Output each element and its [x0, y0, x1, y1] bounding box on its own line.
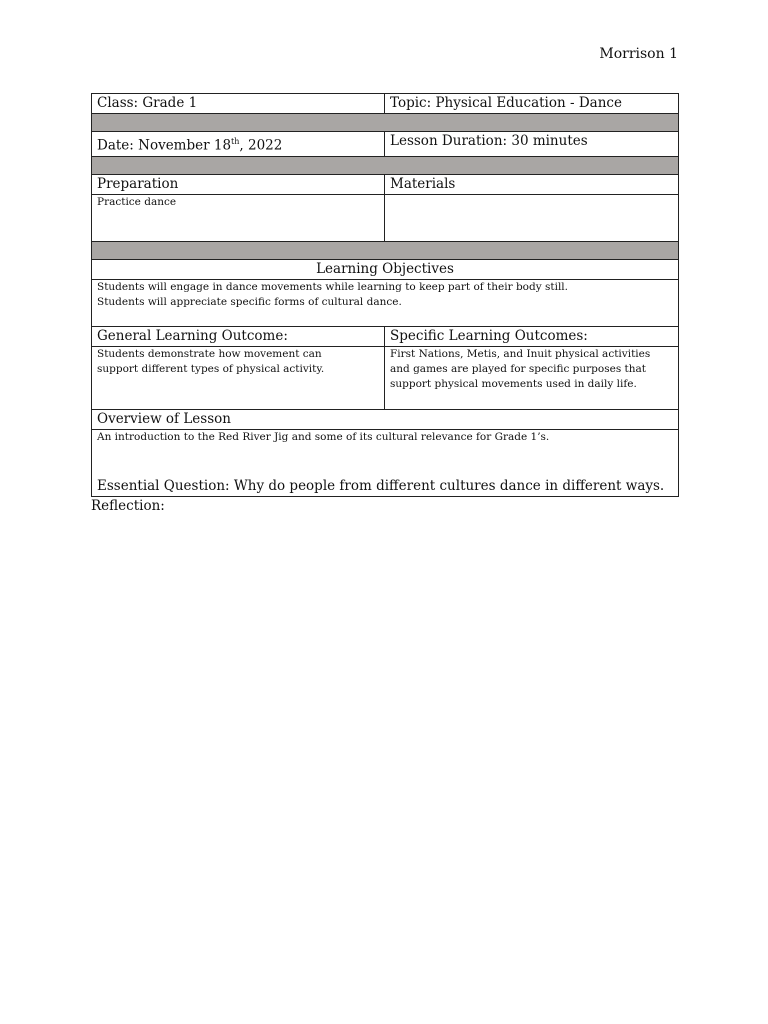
class-cell: Class: Grade 1	[92, 94, 385, 114]
divider-cell	[92, 114, 679, 132]
general-outcome-body	[92, 346, 385, 409]
divider-row	[92, 156, 679, 174]
specific-outcome-heading: Specific Learning Outcomes:	[385, 326, 679, 346]
learning-objectives-body	[92, 279, 679, 326]
date-superscript: th	[231, 137, 240, 146]
materials-heading: Materials	[385, 174, 679, 194]
prep-materials-heading-row	[92, 174, 679, 194]
specific-outcome-line: First Nations, Metis, and Inuit physical activities	[390, 347, 651, 360]
overview-heading: Overview of Lesson	[92, 409, 679, 429]
lesson-plan-table	[91, 93, 679, 497]
preparation-body: Practice dance	[92, 194, 385, 241]
reflection-label: Reflection:	[91, 498, 165, 514]
learning-objectives-heading: Learning Objectives	[92, 259, 679, 279]
outcomes-body-row	[92, 346, 679, 409]
overview-body-row	[92, 429, 679, 496]
divider-cell	[92, 156, 679, 174]
page-header-label: Morrison 1	[599, 46, 678, 62]
duration-cell: Lesson Duration: 30 minutes	[385, 132, 679, 157]
date-duration-row	[92, 132, 679, 157]
date-suffix: , 2022	[239, 137, 283, 154]
specific-outcome-line: and games are played for specific purposes that	[390, 362, 647, 375]
general-outcome-heading: General Learning Outcome:	[92, 326, 385, 346]
date-cell	[92, 132, 385, 157]
topic-cell: Topic: Physical Education - Dance	[385, 94, 679, 114]
date-prefix: Date: November 18	[97, 137, 232, 154]
objective-line: Students will engage in dance movements while learning to keep part of their body still.	[97, 280, 568, 293]
objectives-heading-row	[92, 259, 679, 279]
class-topic-row	[92, 94, 679, 114]
general-outcome-line: support different types of physical activity.	[97, 362, 325, 375]
essential-question: Essential Question: Why do people from different cultures dance in different ways.	[97, 477, 665, 494]
overview-text: An introduction to the Red River Jig and some of its cultural relevance for Grade 1’s.	[97, 430, 550, 443]
general-outcome-line: Students demonstrate how movement can	[97, 347, 322, 360]
prep-materials-body-row	[92, 194, 679, 241]
objectives-body-row	[92, 279, 679, 326]
outcomes-heading-row	[92, 326, 679, 346]
overview-heading-row	[92, 409, 679, 429]
specific-outcome-body	[385, 346, 679, 409]
objective-line: Students will appreciate specific forms of cultural dance.	[97, 295, 402, 308]
materials-body	[385, 194, 679, 241]
divider-row	[92, 241, 679, 259]
specific-outcome-line: support physical movements used in daily life.	[390, 377, 637, 390]
overview-body	[92, 429, 679, 496]
divider-cell	[92, 241, 679, 259]
preparation-heading: Preparation	[92, 174, 385, 194]
divider-row	[92, 114, 679, 132]
